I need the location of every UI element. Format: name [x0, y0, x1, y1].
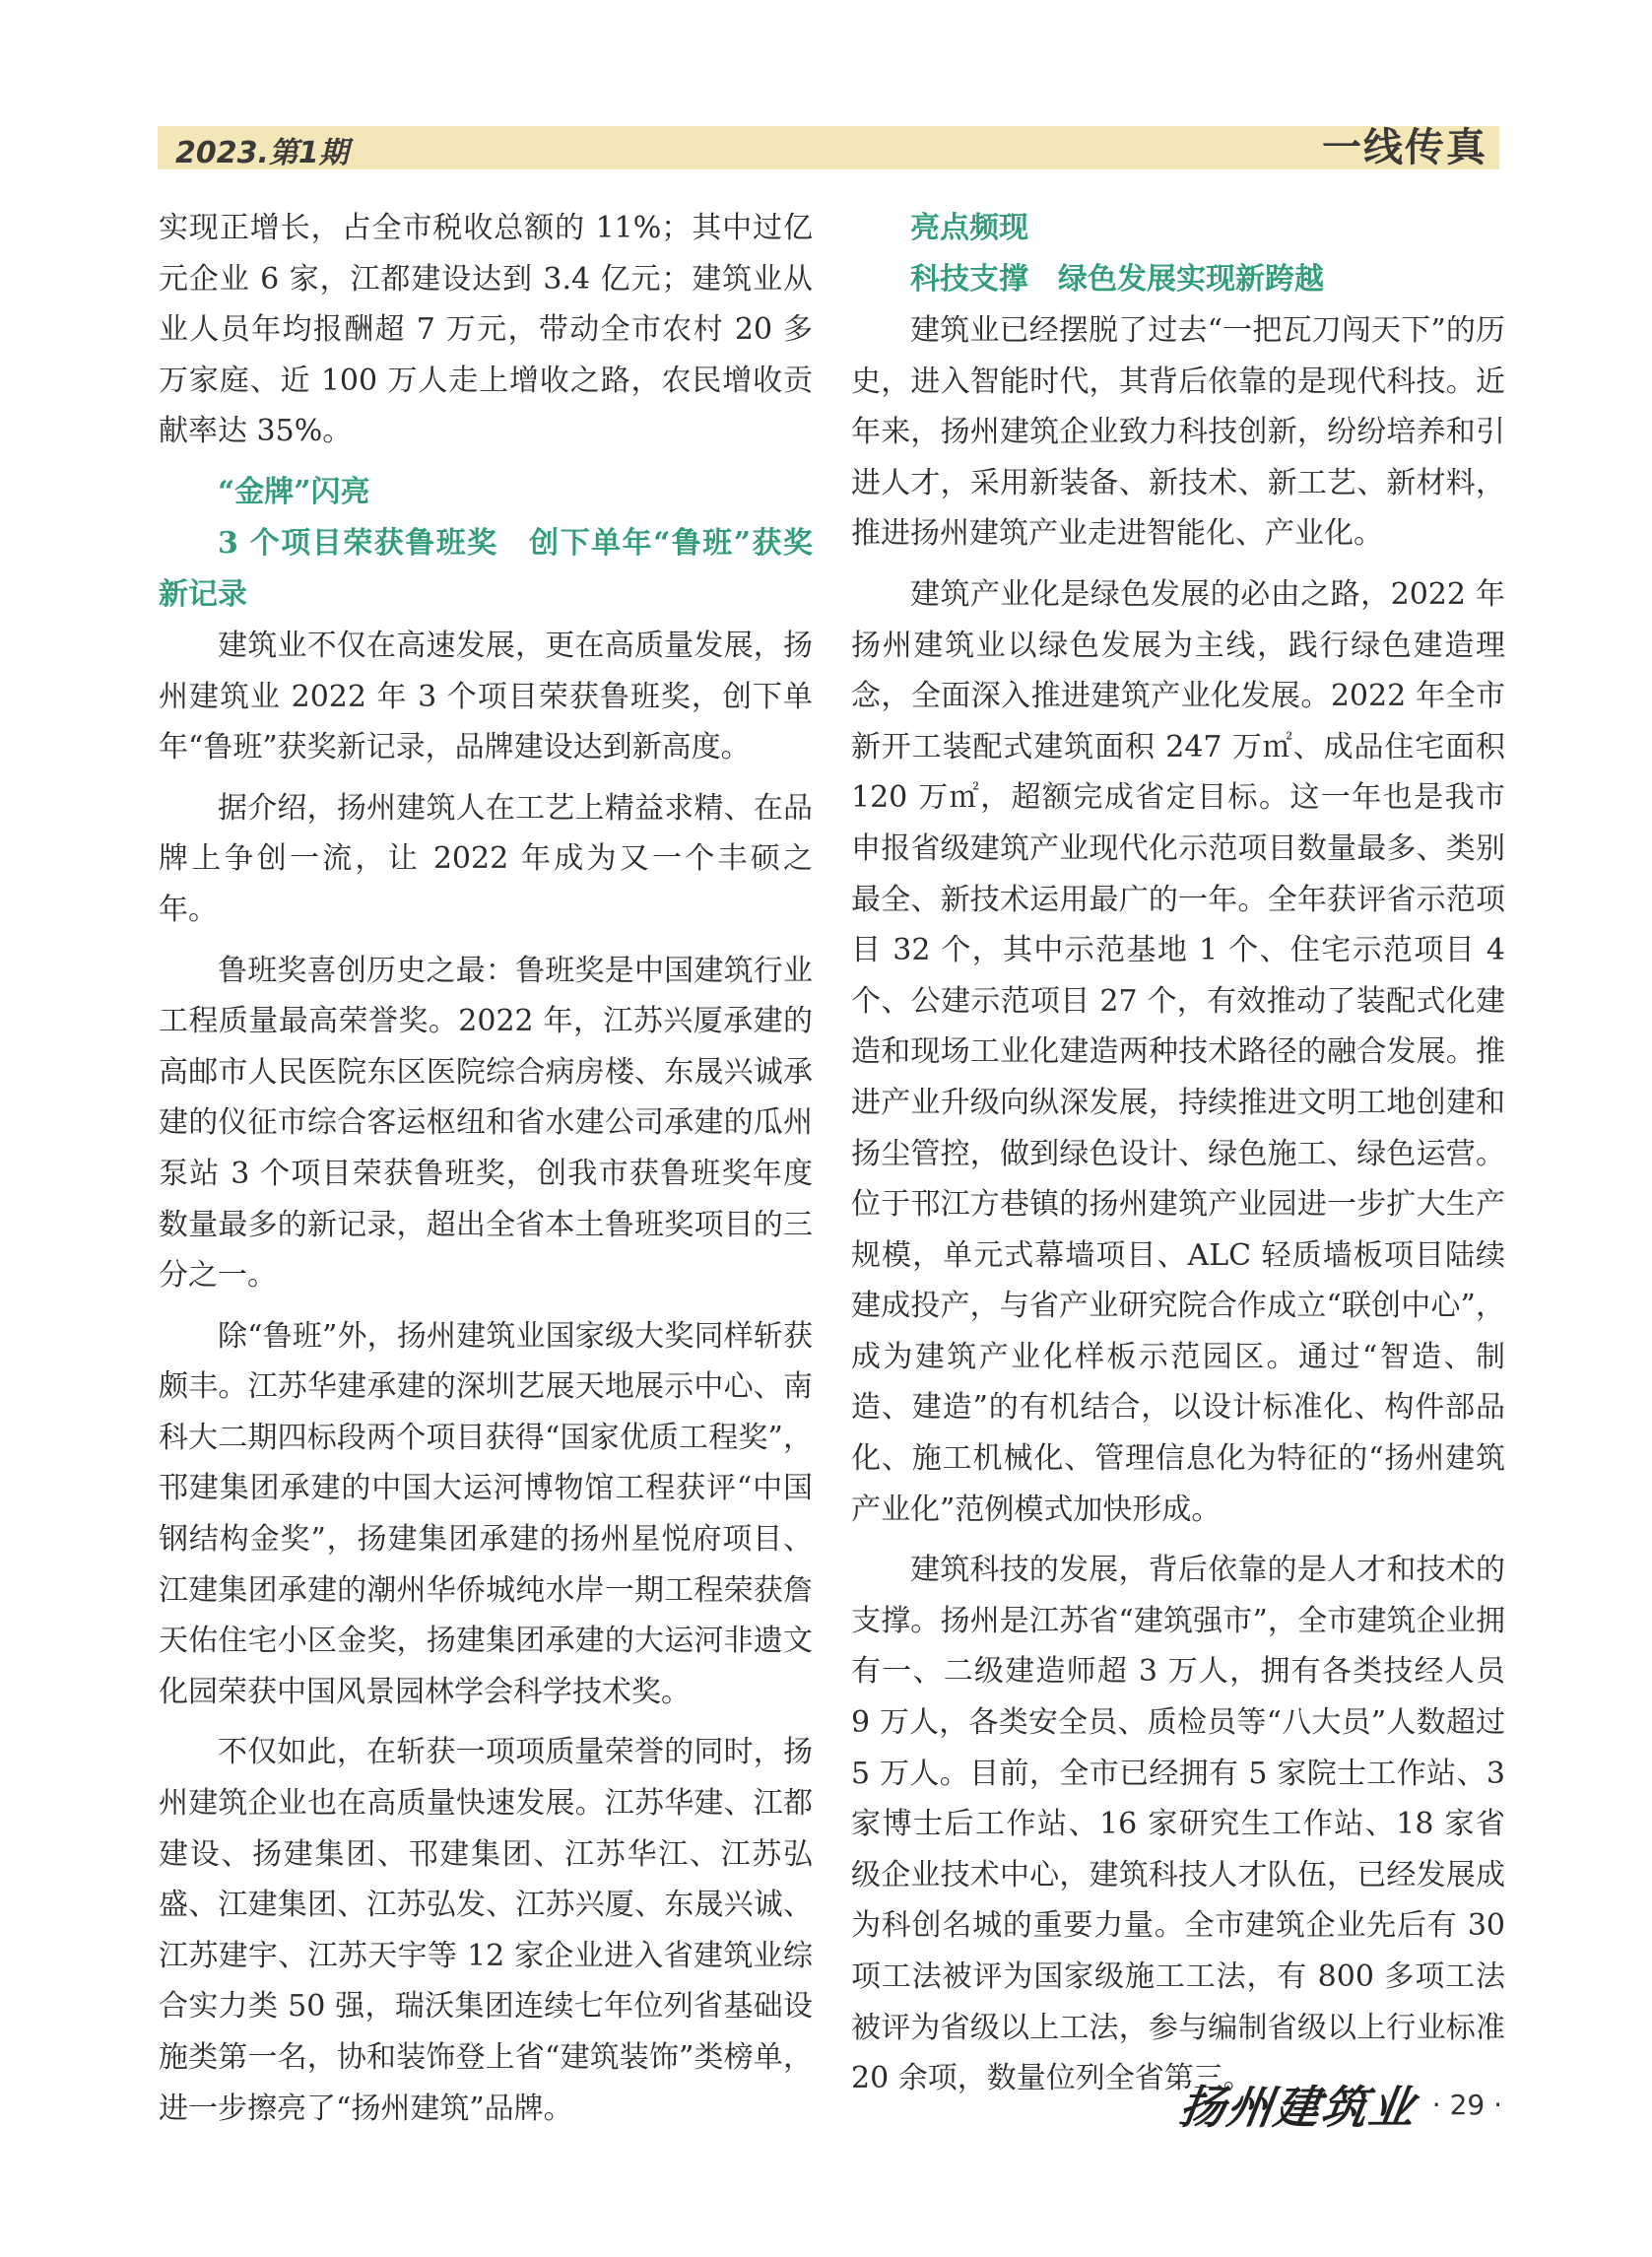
paragraph: 建筑业不仅在高速发展，更在高质量发展，扬州建筑业 2022 年 3 个项目荣获鲁班奖，创下单年“鲁班”获奖新记录，品牌建设达到新高度。	[159, 628, 813, 765]
paragraph: 除“鲁班”外，扬州建筑业国家级大奖同样斩获颇丰。江苏华建承建的深圳艺展天地展示中心、南科大二期四标段两个项目获得“国家优质工程奖”，邗建集团承建的中国大运河博物馆工程获评“中国钢结构金奖”，扬建集团承建的扬州星悦府项目、江建集团承建的潮州华侨城纯水岸一期工程荣获詹天佑住宅小区金奖，扬建集团承建的大运河非遗文化园荣获中国风景园林学会科学技术奖。	[159, 1318, 813, 1709]
paragraph: 建筑科技的发展，背后依靠的是人才和技术的支撑。扬州是江苏省“建筑强市”，全市建筑企业拥有一、二级建造师超 3 万人，拥有各类技经人员 9 万人，各类安全员、质检员等“八大员”人数超过 5 万人。目前，全市已经拥有 5 家院士工作站、3 家博士后工作站、16 家研究生工作站、18 家省级企业技术中心，建筑科技人才队伍，已经发展成为科创名城的重要力量。全市建筑企业先后有 30 项工法被评为国家级施工工法，有 800 多项工法被评为省级以上工法，参与编制省级以上行业标准 20 余项，数量位列全省第三。	[851, 1553, 1505, 2096]
issue-number: 2023.第1期	[175, 136, 349, 170]
paragraph: 建筑业已经摆脱了过去“一把瓦刀闯天下”的历史，进入智能时代，其背后依靠的是现代科技。近年来，扬州建筑企业致力科技创新，纷纷培养和引进人才，采用新装备、新技术、新工艺、新材料，推进扬州建筑产业走进智能化、产业化。	[851, 313, 1505, 552]
section-heading: “金牌”闪亮	[218, 474, 370, 509]
paragraph: 建筑产业化是绿色发展的必由之路，2022 年扬州建筑业以绿色发展为主线，践行绿色建造理念，全面深入推进建筑产业化发展。2022 年全市新开工装配式建筑面积 247 万㎡、成品住宅面积 120 万㎡，超额完成省定目标。这一年也是我市申报省级建筑产业现代化示范项目数量最多、类别最全、新技术运用最广的一年。全年获评省示范项目 32 个，其中示范基地 1 个、住宅示范项目 4 个、公建示范项目 27 个，有效推动了装配式化建造和现场工业化建造两种技术路径的融合发展。推进产业升级向纵深发展，持续推进文明工地创建和扬尘管控，做到绿色设计、绿色施工、绿色运营。位于邗江方巷镇的扬州建筑产业园进一步扩大生产规模，单元式幕墙项目、ALC 轻质墙板项目陆续建成投产，与省产业研究院合作成立“联创中心”，成为建筑产业化样板示范园区。通过“智造、制造、建造”的有机结合，以设计标准化、构件部品化、施工机械化、管理信息化为特征的“扬州建筑产业化”范例模式加快形成。	[851, 576, 1505, 1527]
section-subheading: 3 个项目荣获鲁班奖 创下单年“鲁班”获奖新记录	[159, 525, 813, 612]
page-header-bar	[158, 126, 1499, 169]
right-column	[851, 203, 1505, 2114]
section-subheading: 科技支撑 绿色发展实现新跨越	[910, 262, 1324, 297]
page-footer	[1175, 2076, 1502, 2134]
page-number: · 29 ·	[1431, 2088, 1502, 2121]
paragraph: 不仅如此，在斩获一项项质量荣誉的同时，扬州建筑企业也在高质量快速发展。江苏华建、江都建设、扬建集团、邗建集团、江苏华江、江苏弘盛、江建集团、江苏弘发、江苏兴厦、东晟兴诚、江苏建宇、江苏天宇等 12 家企业进入省建筑业综合实力类 50 强，瑞沃集团连续七年位列省基础设施类第一名，协和装饰登上省“建筑装饰”类榜单，进一步擦亮了“扬州建筑”品牌。	[159, 1735, 813, 2126]
left-column	[159, 203, 813, 2144]
section-heading: 亮点频现	[910, 211, 1028, 245]
paragraph: 鲁班奖喜创历史之最：鲁班奖是中国建筑行业工程质量最高荣誉奖。2022 年，江苏兴厦承建的高邮市人民医院东区医院综合病房楼、东晟兴诚承建的仪征市综合客运枢纽和省水建公司承建的瓜州泵站 3 个项目荣获鲁班奖，创我市获鲁班奖年度数量最多的新记录，超出全省本土鲁班奖项目的三分之一。	[159, 953, 813, 1294]
paragraph: 据介绍，扬州建筑人在工艺上精益求精、在品牌上争创一流，让 2022 年成为又一个丰硕之年。	[159, 790, 813, 927]
section-title: 一线传真	[1322, 125, 1487, 170]
paragraph: 实现正增长，占全市税收总额的 11%；其中过亿元企业 6 家，江都建设达到 3.4 亿元；建筑业从业人员年均报酬超 7 万元，带动全市农村 20 多万家庭、近 100 万人走上增收之路，农民增收贡献率达 35%。	[159, 211, 813, 449]
magazine-logo: 扬州建筑业	[1175, 2081, 1421, 2134]
